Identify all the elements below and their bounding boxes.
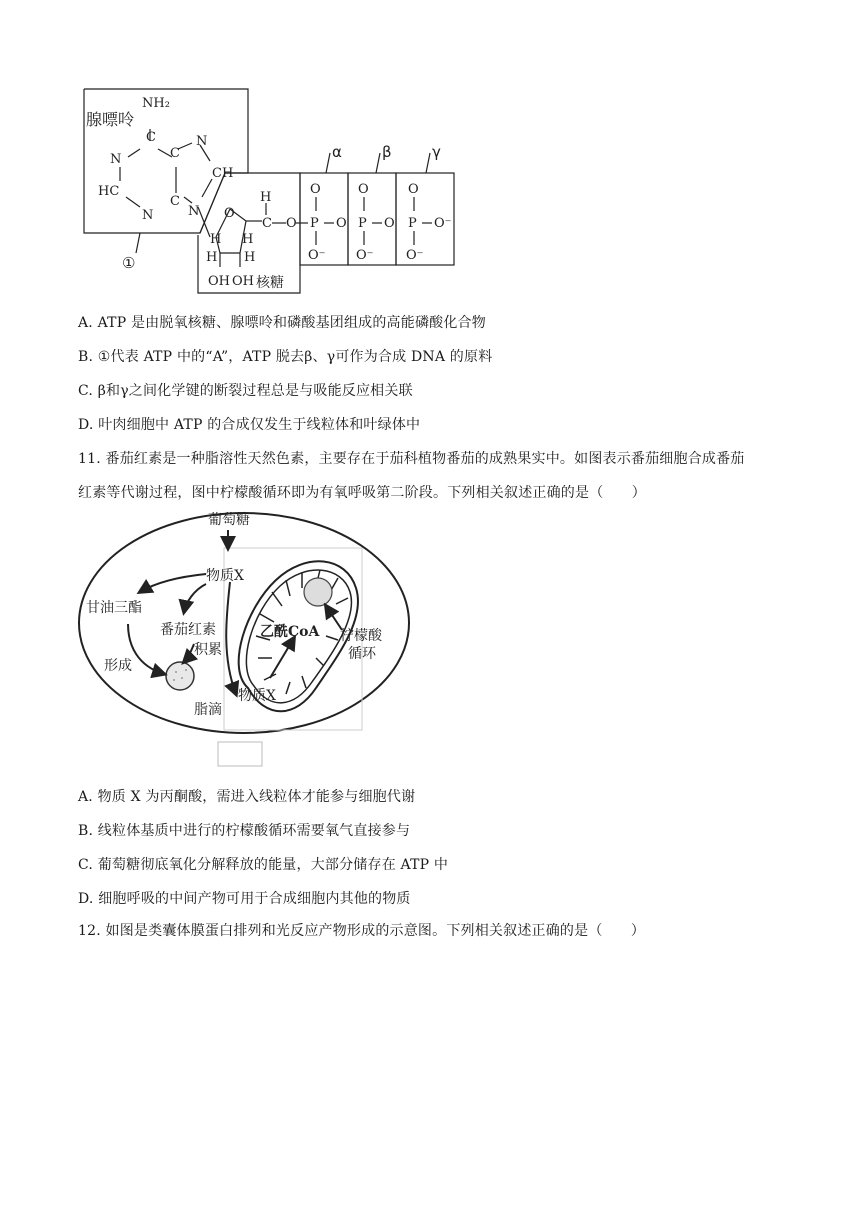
adenine-label: 腺嘌呤 [86, 110, 135, 129]
circle-one-label: ① [122, 254, 136, 272]
atom-h: H [260, 190, 272, 205]
q11-option-d: D. 细胞呼吸的中间产物可用于合成细胞内其他的物质 [78, 891, 411, 907]
q10-option-c: C. β和γ之间化学键的断裂过程总是与吸能反应相关联 [78, 383, 413, 399]
ribose-label: 核糖 [256, 275, 284, 291]
atom-o: O [384, 216, 395, 231]
q11-stem-line1: 11. 番茄红素是一种脂溶性天然色素，主要存在于茄科植物番茄的成熟果实中。如图表示番茄细胞合成番茄 [78, 451, 745, 467]
atom-c: C [146, 130, 156, 145]
atom-o: O [224, 206, 235, 221]
q10-option-a: A. ATP 是由脱氧核糖、腺嘌呤和磷酸基团组成的高能磷酸化合物 [78, 315, 486, 331]
form-label: 形成 [104, 658, 132, 674]
atom-p: P [408, 216, 417, 231]
atom-ch: CH [212, 166, 234, 181]
atom-o: O [286, 216, 297, 231]
atom-o-minus: O⁻ [406, 248, 424, 263]
accumulate-label: 积累 [194, 642, 222, 658]
alpha-label: α [332, 143, 342, 161]
lipid-droplet-circle [166, 662, 194, 690]
atom-o: O [408, 182, 419, 197]
tomato-cell-figure [76, 508, 416, 773]
atom-n: N [188, 204, 200, 219]
substance-x-mito-label: 物质X [238, 688, 276, 704]
atom-o: O [310, 182, 321, 197]
atom-p: P [310, 216, 319, 231]
atom-n: N [142, 208, 154, 223]
q12-stem-line1: 12. 如图是类囊体膜蛋白排列和光反应产物形成的示意图。下列相关叙述正确的是（ ） [78, 923, 646, 939]
atom-n: N [196, 134, 208, 149]
atom-o: O [336, 216, 347, 231]
glucose-label: 葡萄糖 [208, 512, 250, 528]
substance-x-label: 物质X [206, 568, 244, 584]
q11-stem-line2: 红素等代谢过程，图中柠檬酸循环即为有氧呼吸第二阶段。下列相关叙述正确的是（ ） [78, 485, 646, 501]
q10-option-d: D. 叶肉细胞中 ATP 的合成仅发生于线粒体和叶绿体中 [78, 417, 421, 433]
atom-h: H [242, 232, 254, 247]
atom-o-minus: O⁻ [356, 248, 374, 263]
atom-h: H [244, 250, 256, 265]
citric-cycle-label-2: 循环 [348, 646, 376, 662]
lipid-droplet-label: 脂滴 [194, 702, 222, 718]
atom-o: O [358, 182, 369, 197]
matrix-circle [304, 578, 332, 606]
glyceride-label: 甘油三酯 [86, 600, 142, 616]
atom-h: H [206, 250, 218, 265]
lycopene-label: 番茄红素 [160, 622, 216, 638]
atom-c: C [262, 216, 272, 231]
atom-p: P [358, 216, 367, 231]
atom-nh2: NH₂ [142, 96, 170, 111]
atom-c: C [170, 194, 180, 209]
beta-label: β [382, 143, 392, 161]
q10-option-b: B. ①代表 ATP 中的“A”，ATP 脱去β、γ可作为合成 DNA 的原料 [78, 349, 493, 365]
atom-oh: OH [232, 274, 254, 289]
q11-option-c: C. 葡萄糖彻底氧化分解释放的能量，大部分储存在 ATP 中 [78, 857, 449, 873]
atp-structure-figure [80, 85, 470, 300]
acetyl-coa-label: 乙酰CoA [260, 624, 320, 640]
q11-option-a: A. 物质 X 为丙酮酸，需进入线粒体才能参与细胞代谢 [78, 789, 416, 805]
q11-option-b: B. 线粒体基质中进行的柠檬酸循环需要氧气直接参与 [78, 823, 411, 839]
gamma-label: γ [432, 143, 441, 161]
atom-n: N [110, 152, 122, 167]
atom-o-minus: O⁻ [308, 248, 326, 263]
atom-c: C [170, 146, 180, 161]
atom-h: H [210, 232, 222, 247]
atom-oh: OH [208, 274, 230, 289]
atom-hc: HC [98, 184, 120, 199]
citric-cycle-label-1: 柠檬酸 [340, 628, 382, 644]
atom-o-minus: O⁻ [434, 216, 452, 231]
